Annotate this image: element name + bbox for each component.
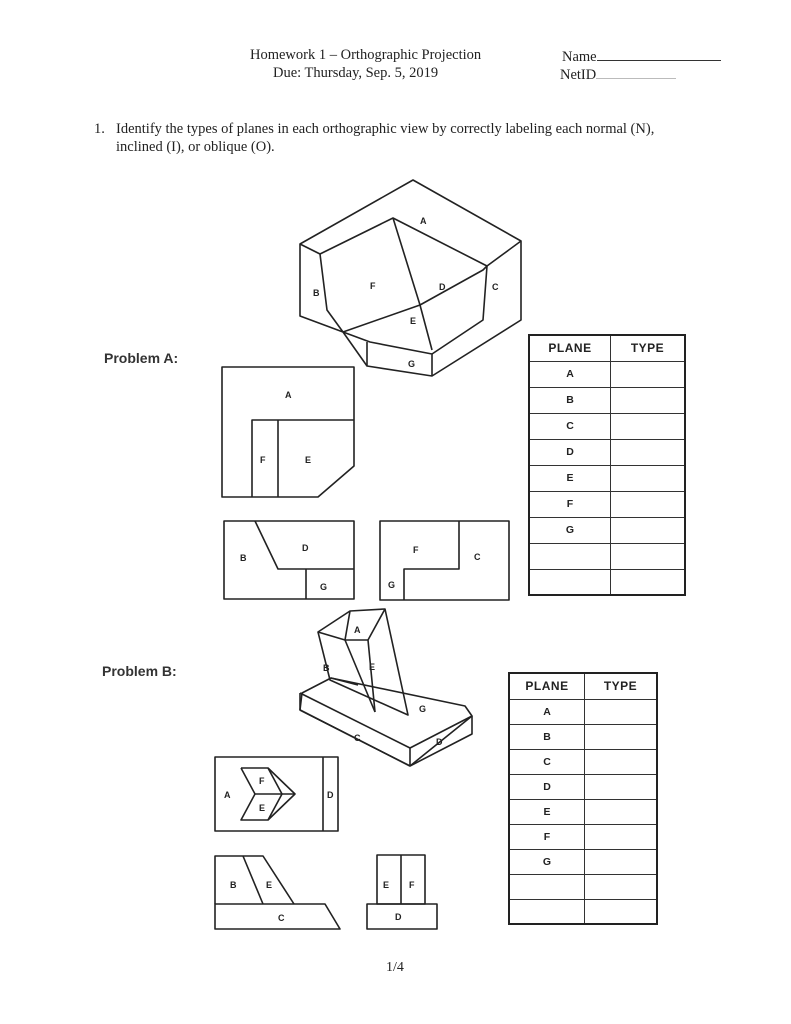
plane-cell: A — [529, 361, 611, 387]
b-front-label-b: B — [230, 880, 237, 890]
type-answer-cell[interactable] — [585, 724, 658, 749]
type-answer-cell[interactable] — [611, 439, 686, 465]
plane-cell: D — [529, 439, 611, 465]
a-iso-label-c: C — [492, 282, 499, 292]
type-answer-cell[interactable] — [611, 491, 686, 517]
homework-title: Homework 1 – Orthographic Projection — [250, 47, 482, 63]
b-top-label-a: A — [224, 790, 231, 800]
a-top-label-a: A — [285, 390, 292, 400]
problem-b-isometric-view — [300, 609, 472, 766]
b-iso-label-a: A — [354, 625, 361, 635]
b-iso-label-d: D — [436, 737, 443, 747]
problem-a-top-view — [222, 367, 354, 497]
table-header-type: TYPE — [585, 673, 658, 699]
type-answer-cell[interactable] — [611, 543, 686, 569]
plane-cell: G — [529, 517, 611, 543]
b-iso-label-g: G — [419, 704, 427, 714]
question-text: Identify the types of planes in each orthographic view by correctly labeling each normal (N), inclined (I), or oblique (O). — [116, 121, 655, 155]
a-iso-label-f: F — [370, 281, 376, 291]
plane-cell — [509, 899, 585, 924]
table-header-plane: PLANE — [529, 335, 611, 361]
type-answer-cell[interactable] — [611, 387, 686, 413]
b-side-label-d: D — [395, 912, 402, 922]
plane-cell: G — [509, 849, 585, 874]
plane-cell — [529, 569, 611, 595]
type-answer-cell[interactable] — [611, 517, 686, 543]
type-answer-cell[interactable] — [611, 465, 686, 491]
problem-b-top-view — [215, 757, 338, 831]
a-iso-label-d: D — [439, 282, 446, 292]
type-answer-cell[interactable] — [585, 699, 658, 724]
type-answer-cell[interactable] — [585, 774, 658, 799]
a-iso-label-g: G — [408, 359, 416, 369]
a-side-label-f: F — [413, 545, 419, 555]
a-iso-label-e: E — [410, 316, 417, 326]
plane-cell — [509, 874, 585, 899]
problem-a-side-view — [380, 521, 509, 600]
a-top-label-e: E — [305, 455, 312, 465]
b-front-label-c: C — [278, 913, 285, 923]
type-answer-cell[interactable] — [585, 799, 658, 824]
question-number: 1. — [94, 121, 105, 137]
problem-b-front-view — [215, 856, 340, 929]
plane-cell: A — [509, 699, 585, 724]
problem-a-label: Problem A: — [104, 350, 179, 366]
problem-a-front-view — [224, 521, 354, 599]
table-header-type: TYPE — [611, 335, 686, 361]
plane-cell: E — [529, 465, 611, 491]
type-answer-cell[interactable] — [585, 824, 658, 849]
type-answer-cell[interactable] — [611, 569, 686, 595]
table-header-plane: PLANE — [509, 673, 585, 699]
b-top-label-f: F — [259, 776, 265, 786]
plane-cell: E — [509, 799, 585, 824]
a-side-label-c: C — [474, 552, 481, 562]
type-answer-cell[interactable] — [585, 849, 658, 874]
problem-b-label: Problem B: — [102, 663, 177, 679]
type-answer-cell[interactable] — [611, 361, 686, 387]
a-front-label-d: D — [302, 543, 309, 553]
b-side-label-f: F — [409, 880, 415, 890]
a-iso-label-b: B — [313, 288, 320, 298]
plane-cell: C — [509, 749, 585, 774]
plane-cell: C — [529, 413, 611, 439]
plane-cell: B — [529, 387, 611, 413]
b-top-label-d: D — [327, 790, 334, 800]
a-top-label-f: F — [260, 455, 266, 465]
a-side-label-g: G — [388, 580, 396, 590]
due-date: Due: Thursday, Sep. 5, 2019 — [273, 65, 439, 81]
a-iso-label-a: A — [420, 216, 427, 226]
problem-a-isometric-view — [300, 180, 521, 376]
a-front-label-g: G — [320, 582, 328, 592]
netid-label: NetID — [560, 67, 597, 83]
problem-b-side-view — [367, 855, 437, 929]
a-front-label-b: B — [240, 553, 247, 563]
b-top-label-e: E — [259, 803, 266, 813]
problem-a-plane-table — [528, 334, 686, 596]
plane-cell: D — [509, 774, 585, 799]
type-answer-cell[interactable] — [585, 874, 658, 899]
page-number: 1/4 — [386, 960, 404, 975]
b-front-label-e: E — [266, 880, 273, 890]
problem-b-plane-table — [508, 672, 658, 925]
b-iso-label-c: C — [354, 733, 361, 743]
name-label: Name — [562, 49, 597, 65]
plane-cell: B — [509, 724, 585, 749]
type-answer-cell[interactable] — [585, 749, 658, 774]
plane-cell: F — [509, 824, 585, 849]
b-iso-label-b: B — [323, 663, 330, 673]
plane-cell: F — [529, 491, 611, 517]
b-side-label-e: E — [383, 880, 390, 890]
plane-cell — [529, 543, 611, 569]
b-iso-label-e: E — [369, 662, 376, 672]
type-answer-cell[interactable] — [611, 413, 686, 439]
type-answer-cell[interactable] — [585, 899, 658, 924]
